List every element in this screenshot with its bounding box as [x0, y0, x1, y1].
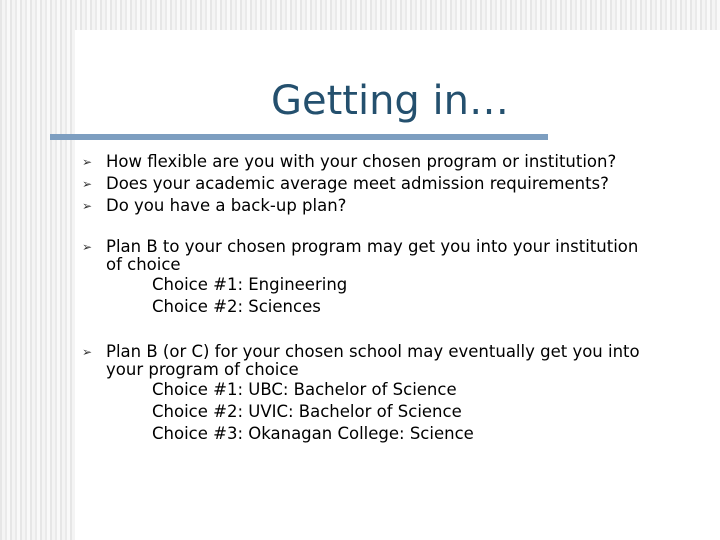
bullet-line: of choice	[106, 255, 181, 274]
choice-line: Choice #1: Engineering	[152, 275, 348, 294]
choice-line: Choice #3: Okanagan College: Science	[152, 424, 474, 443]
arrow-bullet-icon: ➢	[82, 240, 93, 254]
bullet-text	[106, 173, 706, 195]
bullet-text	[106, 195, 706, 217]
bullet-line: Plan B (or C) for your chosen school may eventually get you into	[106, 342, 640, 361]
bullet-text	[106, 236, 706, 318]
choice-line: Choice #2: UVIC: Bachelor of Science	[152, 402, 462, 421]
arrow-bullet-icon: ➢	[82, 177, 93, 191]
title-underline	[50, 134, 548, 140]
slide-title: Getting in…	[270, 78, 509, 124]
bullet-line: your program of choice	[106, 360, 299, 379]
bullet-line: Do you have a back-up plan?	[106, 196, 347, 215]
choice-line: Choice #1: UBC: Bachelor of Science	[152, 380, 457, 399]
choice-line: Choice #2: Sciences	[152, 297, 321, 316]
bullet-line: Plan B to your chosen program may get you into your institution	[106, 237, 639, 256]
bullet-line: Does your academic average meet admission requirements?	[106, 174, 609, 193]
arrow-bullet-icon: ➢	[82, 199, 93, 213]
arrow-bullet-icon: ➢	[82, 155, 93, 169]
bullet-text	[106, 151, 706, 173]
arrow-bullet-icon: ➢	[82, 345, 93, 359]
bullet-line: How flexible are you with your chosen program or institution?	[106, 152, 617, 171]
bullet-text	[106, 341, 706, 445]
